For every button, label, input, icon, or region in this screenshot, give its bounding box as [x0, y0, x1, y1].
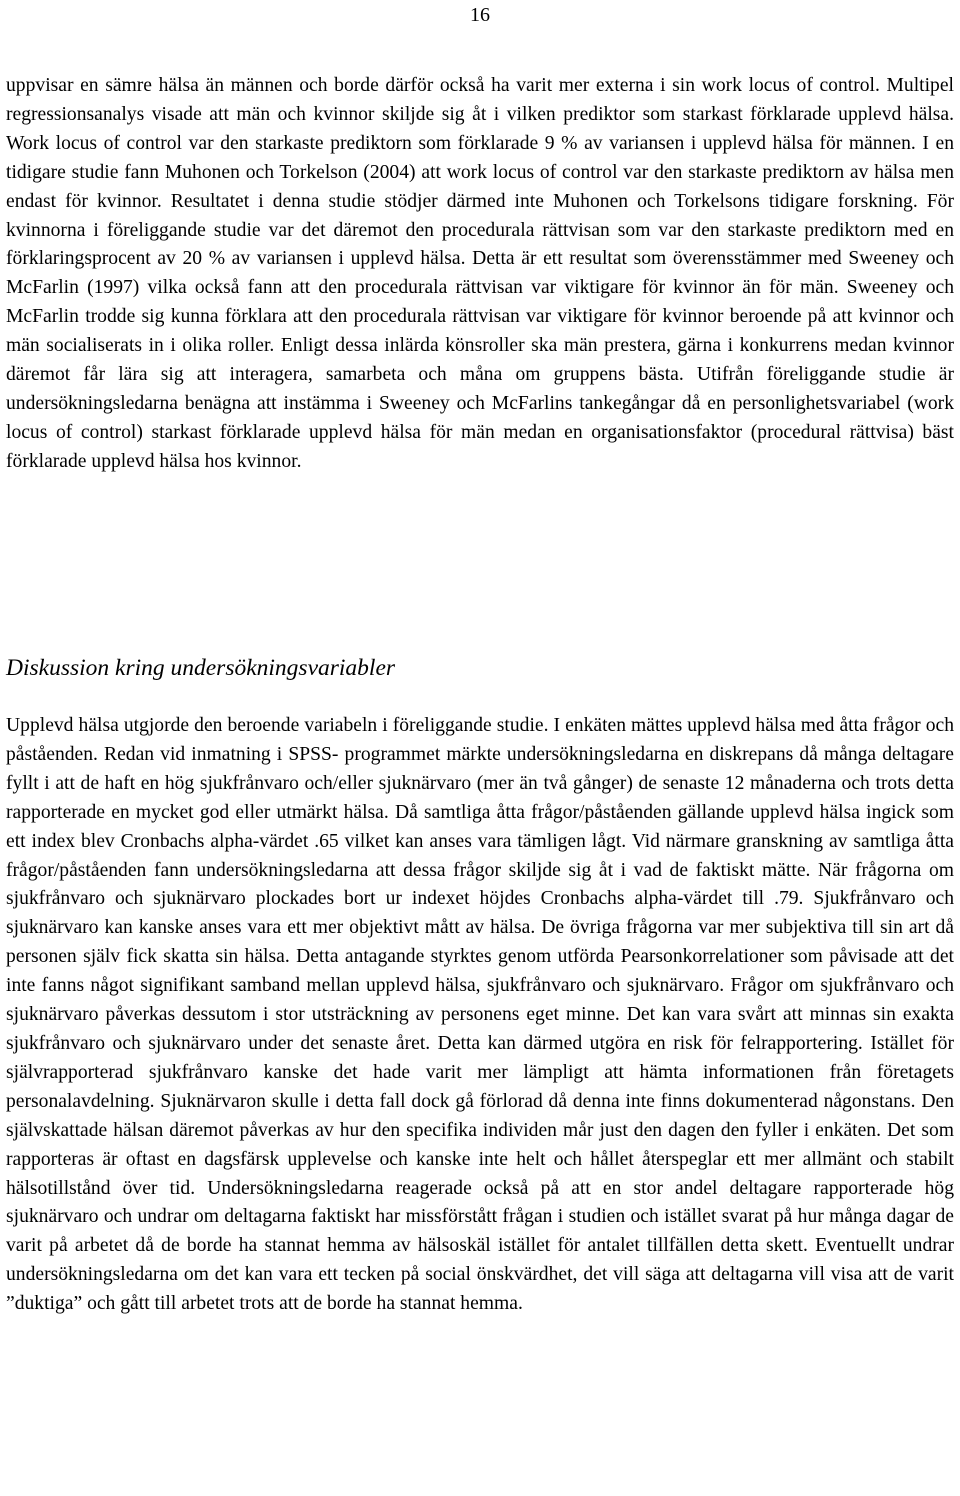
body-paragraph-discussion: Upplevd hälsa utgjorde den beroende variabeln i föreliggande studie. I enkäten mättes upplevd hälsa med åtta frågor och påståenden. Redan vid inmatning i SPSS- programmet märkte undersökningsledarna en diskrepans då många deltagare fyllt i att de haft en hög sjukfrånvaro och/eller sjuknärvaro (mer än två gånger) de senaste 12 månaderna och trots detta rapporterade en mycket god eller utmärkt hälsa. Då samtliga åtta frågor/påståenden gällande upplevd hälsa ingick som ett index blev Cronbachs alpha-värdet .65 vilket kan anses vara tämligen lågt. Vid närmare granskning av samtliga åtta frågor/påståenden fann undersökningsledarna att dessa frågor skiljde sig åt i vad de faktiskt mätte. När frågorna om sjukfrånvaro och sjuknärvaro plockades bort ur indexet höjdes Cronbachs alpha-värdet till .79. Sjukfrånvaro och sjuknärvaro kan kanske anses vara ett mer objektivt mått av hälsa. De övriga frågorna var mer subjektiva till sin art då personen själv fick skatta sin hälsa. Detta antagande styrktes genom utförda Pearsonkorrelationer som påvisade att det inte fanns något signifikant samband mellan upplevd hälsa, sjukfrånvaro och sjuknärvaro. Frågor om sjukfrånvaro och sjuknärvaro påverkas dessutom i stor utsträckning av personens eget minne. Det kan vara svårt att minnas sin exakta sjukfrånvaro och sjuknärvaro under det senaste året. Detta kan därmed utgöra en risk för felrapportering. Istället för självrapporterad sjukfrånvaro kanske det hade varit mer lämpligt att hämta informationen från företagets personalavdelning. Sjuknärvaron skulle i detta fall dock gå förlorad då denna inte finns dokumenterad någonstans. Den självskattade hälsan däremot påverkas av hur den specifika individen mår just den dagen den fyller i enkäten. Det som rapporteras är oftast en dagsfärsk upplevelse och kanske inte helt och hållet återspeglar ett mer allmänt och stabilt hälsotillstånd över tid. Undersökningsledarna reagerade också på att en stor andel deltagare rapporterade hög sjuknärvaro och undrar om deltagarna faktiskt har missförstått frågan i studien och istället svarat på hur många dagar de varit på arbetet då de borde ha stannat hemma av hälsoskäl istället för antalet tillfällen detta skett. Eventuellt undrar undersökningsledarna om det kan vara ett tecken på social önskvärdhet, det vill säga att deltagarna vill visa att de varit ”duktiga” och gått till arbetet trots att de borde ha stannat hemma. [6, 715, 954, 1315]
section-heading: Diskussion kring undersökningsvariabler [6, 655, 396, 681]
page-number: 16 [470, 4, 490, 26]
body-paragraph-results: uppvisar en sämre hälsa än männen och borde därför också ha varit mer externa i sin work locus of control. Multipel regressionsanalys visade att män och kvinnor skiljde sig åt i vilken prediktor som starkast förklarade upplevd hälsa. Work locus of control var den starkaste prediktorn som förklarade 9 % av variansen i upplevd hälsa för männen. I en tidigare studie fann Muhonen och Torkelson (2004) att work locus of control var den starkaste prediktorn av hälsa men endast för kvinnor. Resultatet i denna studie stödjer därmed inte Muhonen och Torkelsons tidigare forskning. För kvinnorna i föreliggande studie var det däremot den procedurala rättvisan som var den starkaste prediktorn med en förklaringsprocent av 20 % av variansen i upplevd hälsa. Detta är ett resultat som överensstämmer med Sweeney och McFarlin (1997) vilka också fann att den procedurala rättvisan var viktigare för kvinnor än för män. Sweeney och McFarlin trodde sig kunna förklara att den procedurala rättvisan var viktigare för kvinnor beroende på att kvinnor och män socialiserats in i olika roller. Enligt dessa inlärda könsroller ska män prestera, gärna i konkurrens medan kvinnor däremot får lära sig att interagera, samarbeta och måna om gruppens bästa. Utifrån föreliggande studie är undersökningsledarna benägna att instämma i Sweeney och McFarlins tankegångar då en personlighetsvariabel (work locus of control) starkast förklarade upplevd hälsa för män medan en organisationsfaktor (procedural rättvisa) bäst förklarade upplevd hälsa hos kvinnor. [6, 75, 954, 472]
